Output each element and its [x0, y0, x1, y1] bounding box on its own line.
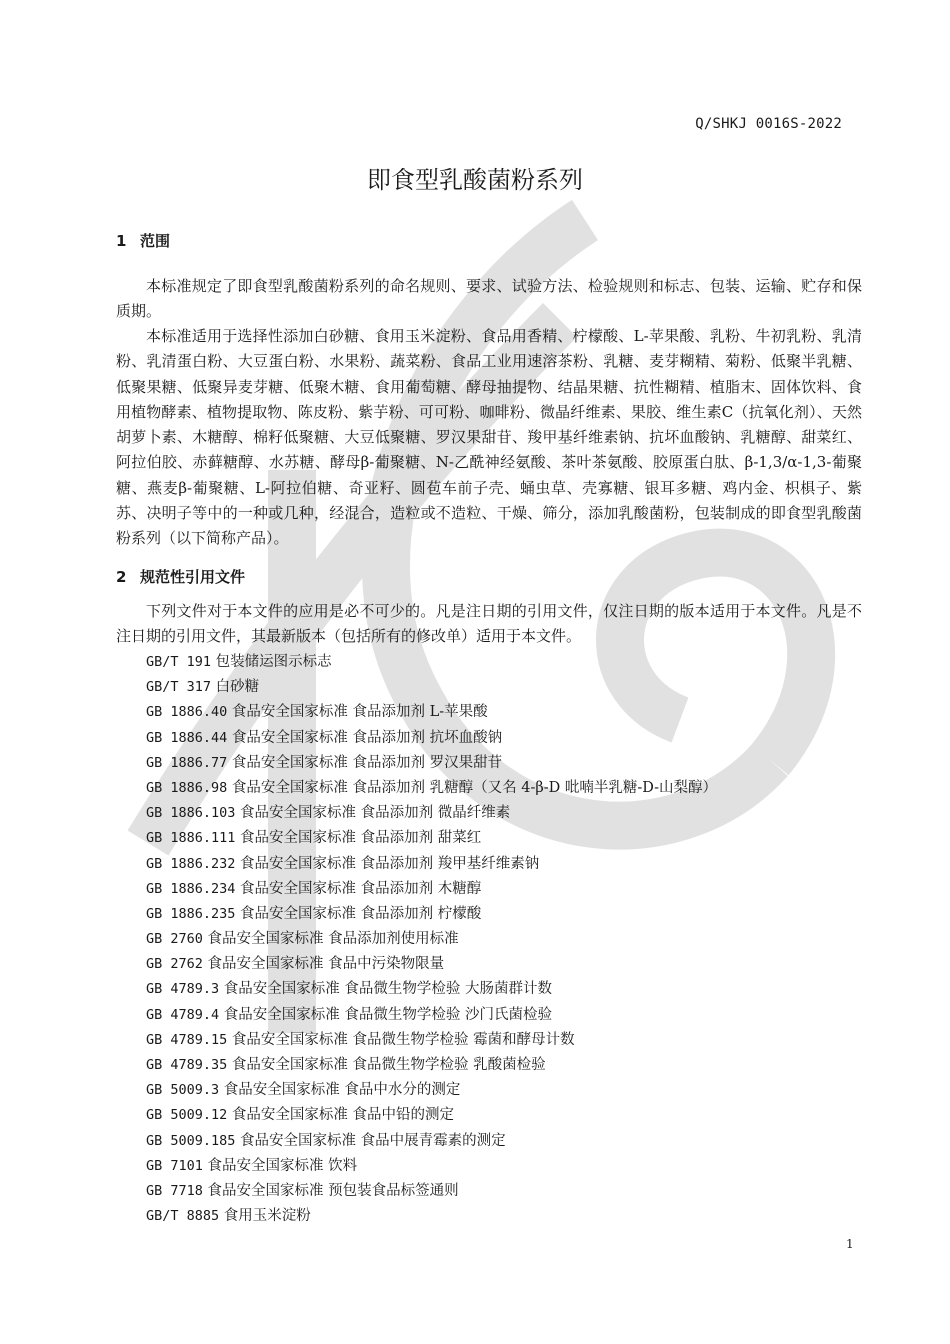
reference-code: GB 7718 [146, 1182, 203, 1199]
reference-item [146, 1179, 717, 1204]
section-title: 规范性引用文件 [140, 568, 246, 586]
reference-title: 食品安全国家标准 食品微生物学检验 沙门氏菌检验 [223, 1006, 552, 1023]
document-title: 即食型乳酸菌粉系列 [367, 166, 583, 194]
reference-code: GB/T 191 [146, 654, 212, 670]
reference-item [146, 977, 717, 1002]
reference-title: 食品安全国家标准 食品添加剂 L-苹果酸 [231, 704, 488, 721]
section-number: 1 [116, 232, 127, 250]
reference-code: GB 1886.44 [146, 729, 228, 746]
reference-code: GB/T 8885 [146, 1208, 220, 1225]
reference-code: GB 1886.111 [146, 830, 236, 847]
reference-item [146, 1154, 717, 1179]
reference-title: 食品安全国家标准 食品添加剂 甜菜红 [240, 830, 482, 847]
reference-title: 食品安全国家标准 食品添加剂 微晶纤维素 [240, 805, 511, 822]
reference-title: 食品安全国家标准 食品添加剂 乳糖醇（又名 4-β-D 吡喃半乳糖-D-山梨醇） [231, 779, 718, 796]
reference-list [146, 650, 717, 1229]
reference-code: GB 1886.77 [146, 754, 228, 771]
reference-title: 白砂糖 [215, 679, 260, 696]
reference-title: 食品安全国家标准 食品中铅的测定 [231, 1107, 454, 1124]
reference-code: GB/T 317 [146, 679, 212, 696]
reference-item [146, 1078, 717, 1103]
reference-code: GB 5009.12 [146, 1107, 228, 1124]
reference-code: GB 1886.98 [146, 779, 228, 796]
reference-title: 食品安全国家标准 食品中展青霉素的测定 [240, 1132, 506, 1149]
reference-item [146, 1003, 717, 1028]
reference-code: GB 4789.4 [146, 1006, 220, 1023]
reference-title: 食品安全国家标准 饮料 [207, 1157, 358, 1174]
reference-code: GB 1886.103 [146, 805, 236, 822]
scope-paragraph-2: 本标准适用于选择性添加白砂糖、食用玉米淀粉、食品用香精、柠檬酸、L-苹果酸、乳粉、牛初乳粉、乳清粉、乳清蛋白粉、大豆蛋白粉、水果粉、蔬菜粉、食品工业用速溶茶粉、乳糖、麦芽糊精、菊粉、低聚半乳糖、低聚果糖、低聚异麦芽糖、低聚木糖、食用葡萄糖、酵母抽提物、结晶果糖、抗性糊精、植脂末、固体饮料、食用植物酵素、植物提取物、陈皮粉、紫芋粉、可可粉、咖啡粉、微晶纤维素、果胶、维生素C（抗氧化剂）、天然胡萝卜素、木糖醇、棉籽低聚糖、大豆低聚糖、罗汉果甜苷、羧甲基纤维素钠、抗坏血酸钠、乳糖醇、甜菜红、阿拉伯胶、赤藓糖醇、水苏糖、酵母β-葡聚糖、N-乙酰神经氨酸、茶叶茶氨酸、胶原蛋白肽、β-1,3/α-1,3-葡聚糖、燕麦β-葡聚糖、L-阿拉伯糖、奇亚籽、圆苞车前子壳、蛹虫草、壳寡糖、银耳多糖、鸡内金、枳椇子、紫苏、决明子等中的一种或几种，经混合，造粒或不造粒、干燥、筛分，添加乳酸菌粉，包装制成的即食型乳酸菌粉系列（以下简称产品）。 [116, 327, 862, 548]
reference-item [146, 952, 717, 977]
reference-item [146, 877, 717, 902]
reference-title: 食品安全国家标准 食品添加剂 柠檬酸 [240, 905, 482, 922]
reference-title: 食品安全国家标准 食品中水分的测定 [223, 1082, 461, 1099]
reference-code: GB 2760 [146, 931, 203, 948]
reference-title: 食品安全国家标准 食品添加剂 木糖醇 [240, 880, 482, 897]
reference-item [146, 826, 717, 851]
reference-item [146, 675, 717, 700]
reference-title: 食品安全国家标准 食品添加剂 罗汉果甜苷 [231, 754, 503, 771]
reference-item [146, 801, 717, 826]
reference-code: GB 2762 [146, 956, 203, 973]
reference-item [146, 1028, 717, 1053]
reference-item [146, 1053, 717, 1078]
reference-title: 包装储运图示标志 [215, 654, 332, 670]
reference-title: 食品安全国家标准 食品添加剂 抗坏血酸钠 [231, 729, 503, 746]
reference-code: GB 1886.234 [146, 880, 236, 897]
section-heading-scope [116, 230, 170, 251]
reference-code: GB 5009.185 [146, 1132, 236, 1149]
references-intro-paragraph: 下列文件对于本文件的应用是必不可少的。凡是注日期的引用文件，仅注日期的版本适用于本文件。凡是不注日期的引用文件，其最新版本（包括所有的修改单）适用于本文件。 [116, 602, 862, 646]
reference-item [146, 751, 717, 776]
reference-code: GB 1886.235 [146, 905, 236, 922]
reference-item [146, 650, 717, 675]
reference-code: GB 4789.3 [146, 981, 220, 998]
reference-item [146, 700, 717, 725]
reference-item [146, 852, 717, 877]
reference-item [146, 726, 717, 751]
reference-title: 食品安全国家标准 预包装食品标签通则 [207, 1182, 459, 1199]
section-heading-normative-references [116, 566, 245, 587]
reference-code: GB 5009.3 [146, 1082, 220, 1099]
reference-title: 食品安全国家标准 食品中污染物限量 [207, 956, 445, 973]
reference-title: 食品安全国家标准 食品微生物学检验 乳酸菌检验 [231, 1057, 546, 1073]
standard-code: Q/SHKJ 0016S-2022 [695, 116, 842, 132]
reference-item [146, 902, 717, 927]
reference-item [146, 1103, 717, 1128]
reference-title: 食品安全国家标准 食品微生物学检验 大肠菌群计数 [223, 981, 552, 998]
page-number: 1 [846, 1237, 854, 1251]
reference-code: GB 1886.40 [146, 704, 228, 721]
reference-item [146, 1204, 717, 1229]
reference-title: 食用玉米淀粉 [223, 1208, 311, 1225]
section-title: 范围 [140, 232, 171, 250]
scope-paragraph-1: 本标准规定了即食型乳酸菌粉系列的命名规则、要求、试验方法、检验规则和标志、包装、运输、贮存和保质期。 [116, 277, 862, 321]
reference-code: GB 7101 [146, 1157, 203, 1174]
reference-title: 食品安全国家标准 食品添加剂 羧甲基纤维素钠 [240, 855, 540, 872]
reference-code: GB 1886.232 [146, 855, 236, 872]
reference-code: GB 4789.35 [146, 1057, 228, 1073]
section-number: 2 [116, 568, 127, 586]
reference-item [146, 1129, 717, 1154]
reference-item [146, 927, 717, 952]
reference-title: 食品安全国家标准 食品添加剂使用标准 [207, 931, 459, 948]
reference-code: GB 4789.15 [146, 1031, 228, 1048]
reference-title: 食品安全国家标准 食品微生物学检验 霉菌和酵母计数 [231, 1031, 575, 1048]
reference-item [146, 776, 717, 801]
